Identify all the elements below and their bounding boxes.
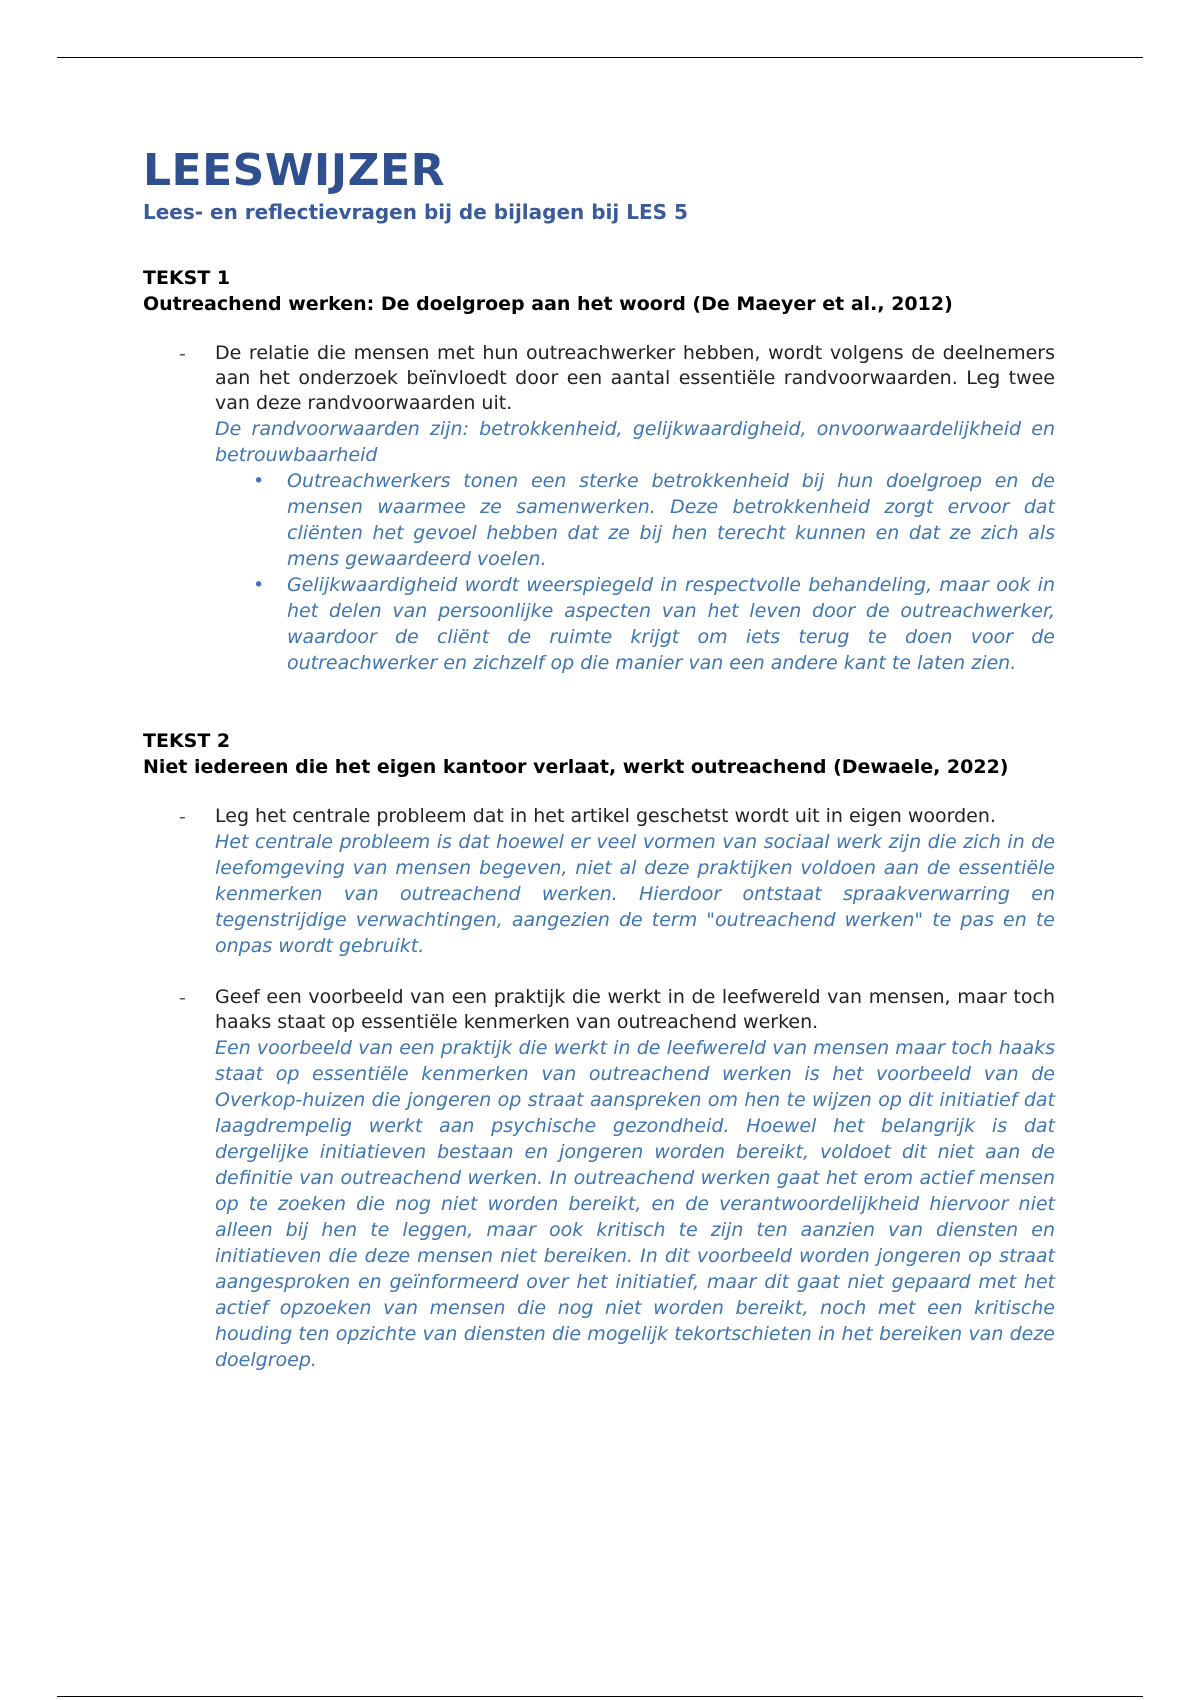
question-block: [179, 985, 1055, 1373]
question-text: Geef een voorbeeld van een praktijk die werkt in de leefwereld van mensen, maar toch haaks staat op essentiële kenmerken van outreachend werken.: [215, 986, 1055, 1033]
answer-bullet: [253, 468, 1055, 572]
subtitle-text: Lees- en reflectievragen bij de bijlagen bij: [143, 200, 627, 224]
dash-marker: -: [179, 987, 186, 1009]
section-label: TEKST 1: [143, 267, 231, 289]
section-tekst-2: [143, 728, 1055, 1373]
bullet-text: Outreachwerkers tonen een sterke betrokkenheid bij hun doelgroep en de mensen waarmee ze samenwerken. Deze betrokkenheid zorgt ervoor dat cliënten het gevoel hebben dat ze bij hen terecht kunnen en dat ze zich als mens gewaardeerd voelen.: [287, 470, 1055, 570]
question-block: [179, 804, 1055, 959]
question-text: De relatie die mensen met hun outreachwerker hebben, wordt volgens de deelnemers aan het onderzoek beïnvloedt door een aantal essentiële randvoorwaarden. Leg twee van deze randvoorwaarden uit.: [215, 342, 1055, 414]
top-rule: [57, 57, 1143, 58]
document-subtitle: [143, 199, 1055, 225]
question-block: [179, 341, 1055, 676]
section-label: TEKST 2: [143, 730, 231, 752]
answer-bullet: [253, 572, 1055, 676]
subtitle-lesson: LES 5: [626, 200, 688, 224]
dash-marker: -: [179, 806, 186, 828]
answer-bullet-list: [215, 468, 1055, 676]
section-title: Outreachend werken: De doelgroep aan het woord (De Maeyer et al., 2012): [143, 293, 953, 315]
section-title: Niet iedereen die het eigen kantoor verlaat, werkt outreachend (Dewaele, 2022): [143, 756, 1009, 778]
answer-intro: De randvoorwaarden zijn: betrokkenheid, gelijkwaardigheid, onvoorwaardelijkheid en betrouwbaarheid: [215, 418, 1055, 466]
dash-marker: -: [179, 343, 186, 365]
document-title: LEESWIJZER: [143, 145, 445, 196]
section-tekst-1: [143, 265, 1055, 676]
answer-text: Een voorbeeld van een praktijk die werkt in de leefwereld van mensen maar toch haaks staat op essentiële kenmerken van outreachend werken is het voorbeeld van de Overkop-huizen die jongeren op straat aanspreken om hen te wijzen op dit initiatief dat laagdrempelig werkt aan psychische gezondheid. Hoewel het belangrijk is dat dergelijke initiatieven bestaan en jongeren worden bereikt, voldoet dit niet aan de definitie van outreachend werken. In outreachend werken gaat het erom actief mensen op te zoeken die nog niet worden bereikt, en de verantwoordelijkheid hiervoor niet alleen bij hen te leggen, maar ook kritisch te zijn ten aanzien van diensten en initiatieven die deze mensen niet bereiken. In dit voorbeeld worden jongeren op straat aangesproken en geïnformeerd over het initiatief, maar dit gaat niet gepaard met het actief opzoeken van mensen die nog niet worden bereikt, noch met een kritische houding ten opzichte van diensten die mogelijk tekortschieten in het bereiken van deze doelgroep.: [215, 1037, 1055, 1371]
bullet-marker: •: [253, 574, 265, 596]
bullet-text: Gelijkwaardigheid wordt weerspiegeld in respectvolle behandeling, maar ook in het delen van persoonlijke aspecten van het leven door de outreachwerker, waardoor de cliënt de ruimte krijgt om iets terug te doen voor de outreachwerker en zichzelf op die manier van een andere kant te laten zien.: [287, 574, 1055, 674]
question-text: Leg het centrale probleem dat in het artikel geschetst wordt uit in eigen woorden.: [215, 805, 996, 827]
answer-text: Het centrale probleem is dat hoewel er veel vormen van sociaal werk zijn die zich in de leefomgeving van mensen begeven, niet al deze praktijken voldoen aan de essentiële kenmerken van outreachend werken. Hierdoor ontstaat spraakverwarring en tegenstrijdige verwachtingen, aangezien de term "outreachend werken" te pas en te onpas wordt gebruikt.: [215, 831, 1055, 957]
bullet-marker: •: [253, 470, 265, 492]
document-body: [143, 145, 1055, 1373]
bottom-rule: [57, 1696, 1143, 1697]
